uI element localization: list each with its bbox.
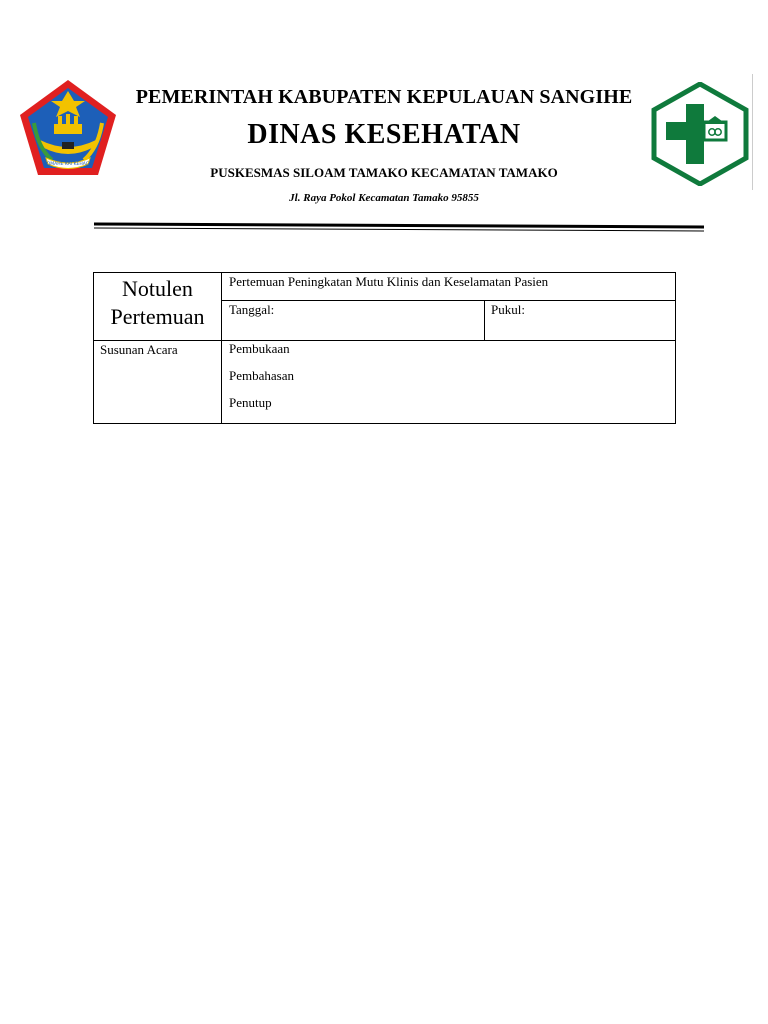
letterhead-agency: DINAS KESEHATAN	[247, 119, 521, 150]
emblem-motto: SOMAHE KAI KEHAGE	[43, 162, 93, 167]
page-edge-divider	[752, 74, 753, 190]
agenda-item-opening: Pembukaan	[229, 341, 290, 356]
form-title-line1: Notulen	[122, 276, 193, 301]
letterhead-address: Jl. Raya Pokol Kecamatan Tamako 95855	[289, 192, 479, 204]
letterhead-government: PEMERINTAH KABUPATEN KEPULAUAN SANGIHE	[135, 86, 633, 108]
agenda-item-closing: Penutup	[229, 395, 272, 410]
letterhead-divider	[94, 222, 704, 232]
letterhead-unit: PUSKESMAS SILOAM TAMAKO KECAMATAN TAMAKO	[210, 165, 558, 180]
agenda-label: Susunan Acara	[94, 341, 222, 424]
puskesmas-logo	[650, 82, 750, 186]
meeting-topic: Pertemuan Peningkatan Mutu Klinis dan Keselamatan Pasien	[222, 273, 676, 301]
kabupaten-emblem-logo	[18, 78, 118, 178]
agenda-list	[222, 341, 676, 424]
date-field[interactable]: Tanggal:	[222, 301, 485, 341]
agenda-item-discussion: Pembahasan	[229, 368, 294, 383]
meeting-minutes-table	[93, 272, 676, 424]
form-title	[94, 273, 222, 341]
time-field[interactable]: Pukul:	[485, 301, 676, 341]
form-title-line2: Pertemuan	[110, 304, 205, 329]
